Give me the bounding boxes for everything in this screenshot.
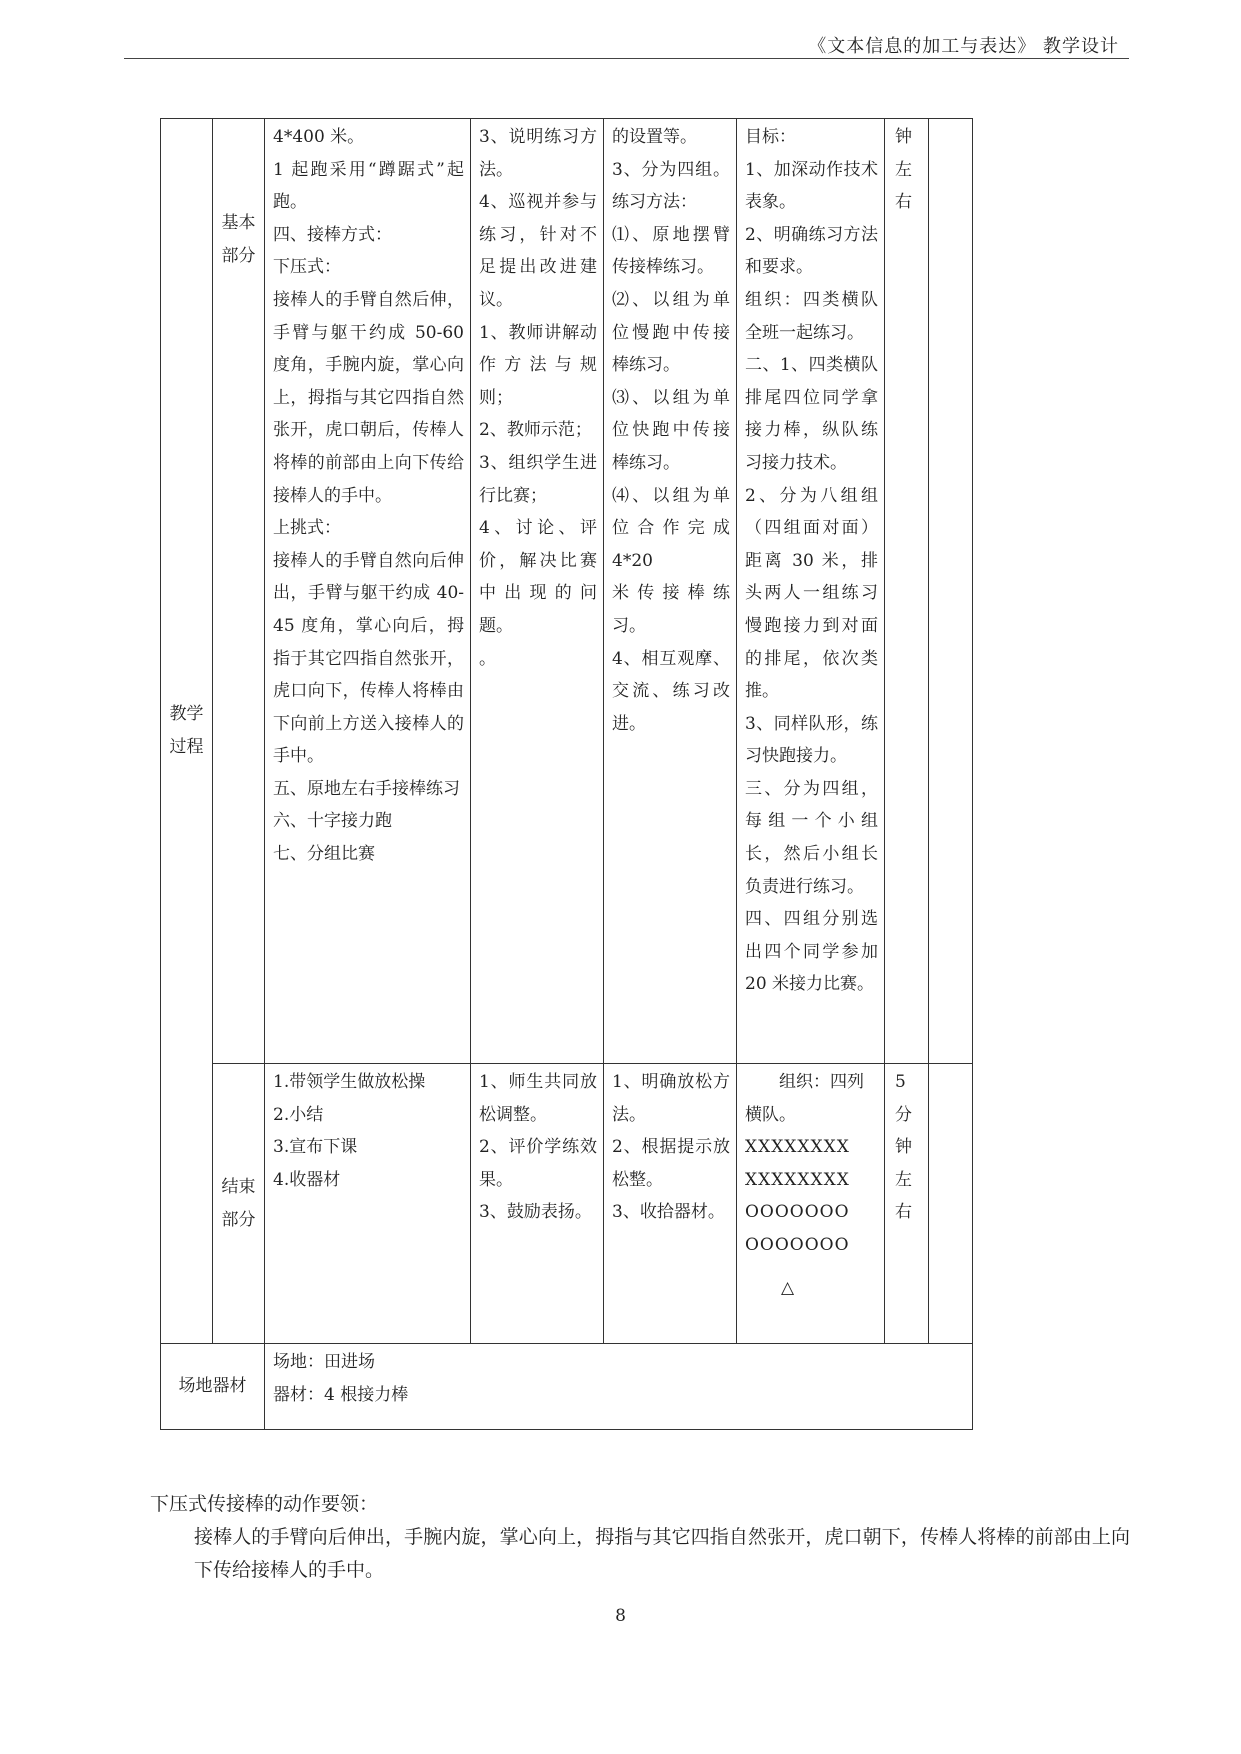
ending-section-label: 结束部分	[221, 1176, 256, 1230]
basic-student-activity: 的设置等。 3、分为四组。练习方法： ⑴、原地摆臂传接棒练习。 ⑵、以组为单位慢跑中传接棒练习。 ⑶、以组为单位快跑中传接棒练习。 ⑷、以组为单位合作完成 4*20 米传接棒练习。 4、相互观摩、交流、练习改进。	[612, 127, 730, 734]
basic-organization-cell	[737, 119, 885, 1064]
basic-student-cell	[604, 119, 737, 1064]
basic-label-cell	[213, 119, 265, 1064]
venue-label: 场地器材	[178, 1376, 247, 1397]
basic-teacher-activity: 3、说明练习方法。 4、巡视并参与练习，针对不足提出改进建议。 1、教师讲解动作方法与规则； 2、教师示范； 3、组织学生进行比赛； 4、讨论、评价，解决比赛中出现的问题。 。	[479, 127, 597, 669]
formation-row: OOOOOOO	[745, 1202, 850, 1223]
ending-time-cell	[885, 1064, 929, 1344]
ending-content-cell	[265, 1064, 471, 1344]
venue-field: 场地：田进场	[273, 1352, 375, 1372]
ending-student-activity: 1、明确放松方法。 2、根据提示放松整。 3、收拾器材。	[612, 1072, 730, 1223]
basic-extra-cell	[929, 119, 973, 1064]
ending-organization-cell	[737, 1064, 885, 1344]
ending-time: 5 分 钟 左 右	[895, 1072, 912, 1223]
basic-time: 钟 左 右	[895, 127, 912, 213]
basic-teacher-cell	[471, 119, 604, 1064]
ending-teacher-cell	[471, 1064, 604, 1344]
formation-row: XXXXXXXX	[745, 1137, 850, 1158]
lesson-plan-table	[160, 118, 973, 1430]
header-divider	[124, 58, 1129, 59]
table-row-ending	[161, 1064, 973, 1344]
ending-teacher-activity: 1、师生共同放松调整。 2、评价学练效果。 3、鼓励表扬。	[479, 1072, 597, 1223]
formation-row: XXXXXXXX	[745, 1169, 850, 1190]
table-row-basic	[161, 119, 973, 1064]
basic-organization: 目标： 1、加深动作技术表象。 2、明确练习方法和要求。 组织：四类横队全班一起练习。 二、1、四类横队排尾四位同学拿接力棒，纵队练习接力技术。 2、分为八组组（四组面对面）距离 30 米，排头两人一组练习慢跑接力到对面的排尾，依次类推。 3、同样队形，练习快跑接力。 三、分为四组，每组一个小组长，然后小组长负责进行练习。 四、四组分别选出四个同学参加 20 米接力比赛。	[745, 127, 878, 995]
ending-organization-title: 组织：四列横队。	[745, 1072, 864, 1125]
teacher-position-mark: △	[781, 1277, 795, 1298]
stage-label: 教学过程	[169, 704, 204, 757]
venue-label-cell	[161, 1344, 265, 1430]
basic-time-cell	[885, 119, 929, 1064]
notes-title: 下压式传接棒的动作要领：	[150, 1493, 379, 1515]
ending-extra-cell	[929, 1064, 973, 1344]
formation-row: OOOOOOO	[745, 1234, 850, 1255]
page-number: 8	[615, 1606, 626, 1626]
notes-body: 接棒人的手臂向后伸出，手腕内旋，掌心向上，拇指与其它四指自然张开，虎口朝下，传棒人将棒的前部由上向下传给接棒人的手中。	[194, 1526, 1130, 1581]
stage-label-cell	[161, 119, 213, 1344]
ending-content: 1.带领学生做放松操 2.小结 3.宣布下课 4.收器材	[273, 1072, 426, 1190]
venue-details-cell	[265, 1344, 973, 1430]
venue-equipment: 器材：4 根接力棒	[273, 1384, 409, 1405]
notes-section	[150, 1488, 1130, 1587]
basic-section-label: 基本部分	[221, 213, 256, 266]
table-row-venue	[161, 1344, 973, 1430]
ending-label-cell	[213, 1064, 265, 1344]
ending-student-cell	[604, 1064, 737, 1344]
basic-content: 4*400 米。 1 起跑采用“蹲踞式”起跑。 四、接棒方式： 下压式： 接棒人的手臂自然后伸，手臂与躯干约成 50-60 度角，手腕内旋，掌心向上，拇指与其它四指自然张开，虎口朝后，传棒人将棒的前部由上向下传给接棒人的手中。 上挑式： 接棒人的手臂自然向后伸出，手臂与躯干约成 40-45 度角，掌心向后，拇指于其它四指自然张开，虎口向下，传棒人将棒由下向前上方送入接棒人的手中。 五、原地左右手接棒练习 六、十字接力跑 七、分组比赛	[273, 127, 464, 865]
basic-content-cell	[265, 119, 471, 1064]
header-title: 《文本信息的加工与表达》 教学设计	[808, 36, 1119, 57]
